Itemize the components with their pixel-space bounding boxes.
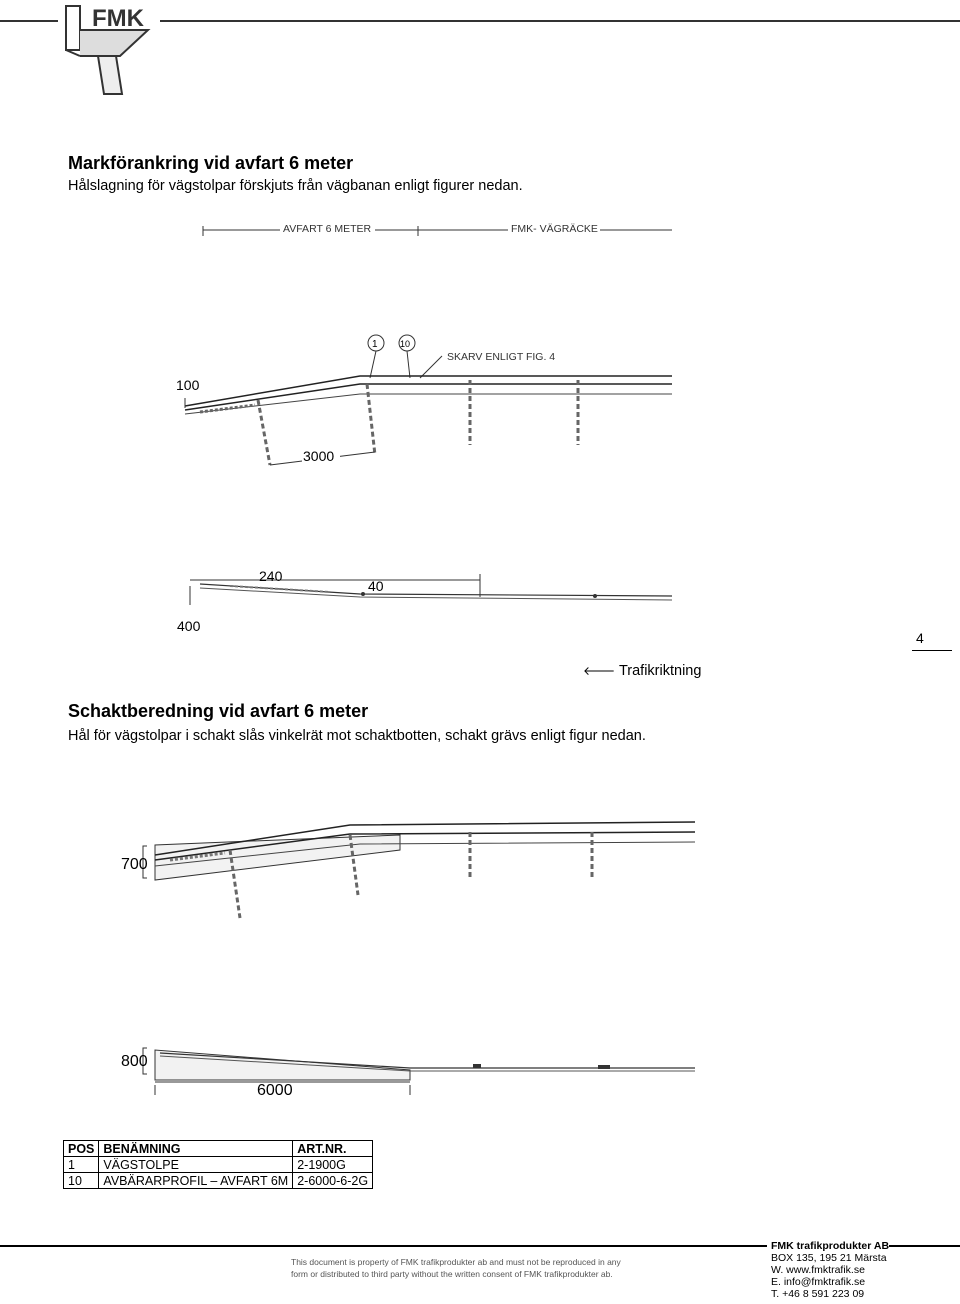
fmk-logo <box>58 0 168 100</box>
label-avfart: AVFART 6 METER <box>283 223 372 235</box>
company-address <box>767 1240 889 1300</box>
skarv-label: SKARV ENLIGT FIG. 4 <box>447 351 556 363</box>
header-rule-left <box>0 20 58 22</box>
logo-text: FMK <box>92 5 144 32</box>
dim-3000: 3000 <box>303 448 335 464</box>
dim-240: 240 <box>259 568 283 584</box>
direction-label <box>583 663 701 679</box>
cell-benamning: VÄGSTOLPE <box>99 1157 293 1173</box>
table-row <box>64 1173 373 1189</box>
company-name: FMK trafikprodukter AB <box>771 1240 890 1252</box>
figure-plan-view <box>0 210 700 480</box>
company-email[interactable]: E. info@fmktrafik.se <box>771 1276 866 1288</box>
direction-text: Trafikriktning <box>618 663 702 679</box>
company-web[interactable]: W. www.fmktrafik.se <box>771 1264 865 1276</box>
dim-800: 800 <box>121 1053 148 1070</box>
section1-title: Markförankring vid avfart 6 meter <box>68 153 354 173</box>
header-benamning: BENÄMNING <box>99 1141 293 1157</box>
dim-700: 700 <box>121 856 148 873</box>
cell-pos: 10 <box>64 1173 99 1189</box>
table-header-row <box>64 1141 373 1157</box>
table-row <box>64 1157 373 1173</box>
company-phone: T. +46 8 591 223 09 <box>771 1288 865 1300</box>
page-number-rule <box>912 650 952 651</box>
section2-title: Schaktberedning vid avfart 6 meter <box>68 701 369 721</box>
dim-40: 40 <box>368 578 384 594</box>
figure-side-view <box>0 560 700 640</box>
header-pos: POS <box>64 1141 99 1157</box>
section2-text: Hål för vägstolpar i schakt slås vinkelrät mot schaktbotten, schakt grävs enligt figur nedan. <box>68 728 646 744</box>
figure-trench-side <box>0 1035 700 1100</box>
cell-benamning: AVBÄRARPROFIL – AVFART 6M <box>99 1173 293 1189</box>
arrow-left-icon: 🡐 <box>583 664 616 678</box>
page-number: 4 <box>916 630 924 646</box>
cell-pos: 1 <box>64 1157 99 1173</box>
cell-artnr: 2-6000-6-2G <box>293 1173 373 1189</box>
label-vagracke: FMK- VÄGRÄCKE <box>511 223 598 235</box>
header-artnr: ART.NR. <box>293 1141 373 1157</box>
figure-trench-plan <box>0 810 700 925</box>
company-box: BOX 135, 195 21 Märsta <box>771 1252 887 1264</box>
header-rule <box>160 20 960 22</box>
notice-line1: This document is property of FMK trafikprodukter ab and must not be reproduced in any <box>291 1257 621 1267</box>
pos-10-label: 10 <box>400 339 411 349</box>
section1-text: Hålslagning för vägstolpar förskjuts från vägbanan enligt figurer nedan. <box>68 178 523 194</box>
footer-notice <box>291 1256 621 1280</box>
dim-400: 400 <box>177 618 201 634</box>
cell-artnr: 2-1900G <box>293 1157 373 1173</box>
pos-1-label: 1 <box>372 339 378 350</box>
dim-100: 100 <box>176 377 200 393</box>
parts-table <box>63 1140 373 1189</box>
notice-line2: form or distributed to third party without the written consent of FMK trafikprodukter ab. <box>291 1269 613 1279</box>
dim-6000: 6000 <box>257 1082 293 1099</box>
